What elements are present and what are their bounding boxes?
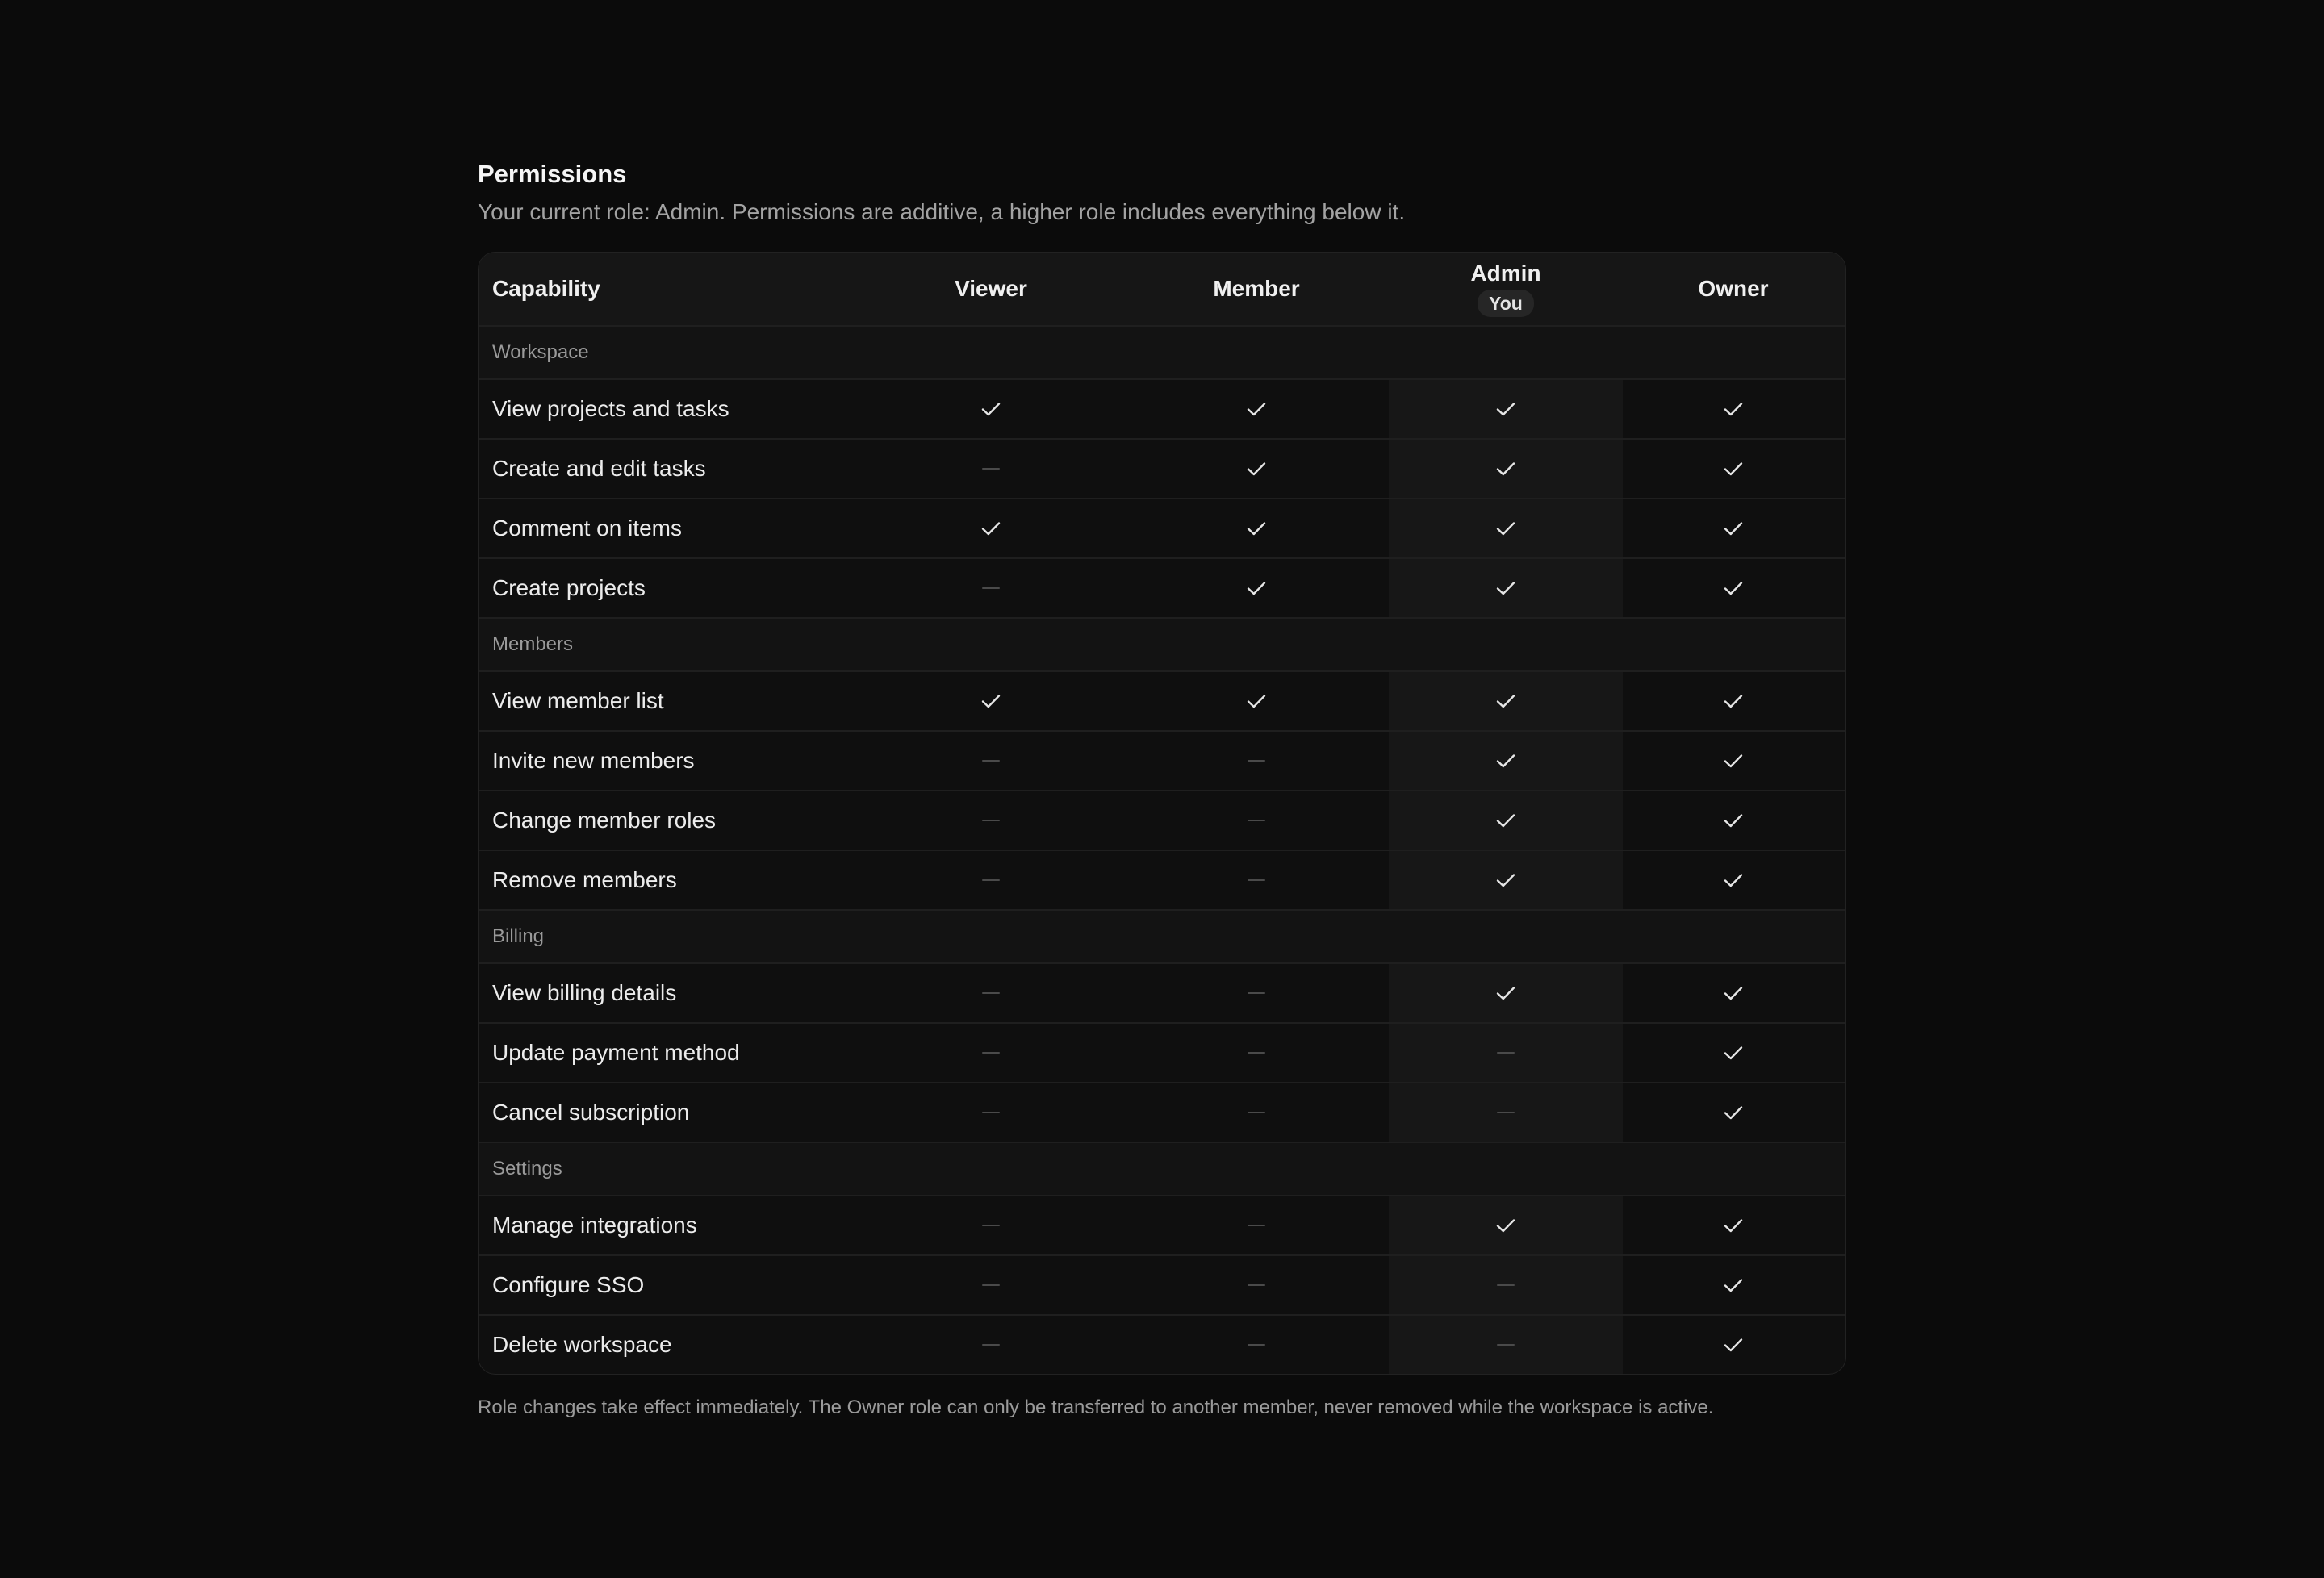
- check-icon: [1245, 398, 1268, 420]
- group-label: Billing: [492, 925, 545, 947]
- capability-cell: [479, 791, 858, 850]
- viewer-permission-cell: [858, 1256, 1124, 1314]
- viewer-permission-cell: [858, 1024, 1124, 1082]
- group-row: [479, 909, 1845, 962]
- capability-cell: [479, 1196, 858, 1254]
- owner-permission-cell: [1623, 791, 1844, 850]
- group-label: Members: [492, 633, 574, 655]
- table-row: [479, 438, 1845, 498]
- check-icon: [1494, 749, 1517, 772]
- check-icon: [1245, 457, 1268, 480]
- dash-icon: [980, 809, 1002, 832]
- check-icon: [1722, 690, 1745, 712]
- check-icon: [1494, 1214, 1517, 1237]
- check-icon: [980, 517, 1002, 540]
- member-permission-cell: [1124, 1196, 1389, 1254]
- owner-permission-cell: [1623, 440, 1844, 498]
- dash-icon: [980, 982, 1002, 1004]
- capability-cell: [479, 732, 858, 790]
- column-header-member: Member: [1213, 276, 1300, 301]
- capability-label: Cancel subscription: [492, 1100, 690, 1125]
- capability-cell: [479, 964, 858, 1022]
- viewer-permission-cell: [858, 851, 1124, 909]
- check-icon: [1722, 517, 1745, 540]
- check-icon: [1494, 982, 1517, 1004]
- check-icon: [980, 398, 1002, 420]
- dash-icon: [1494, 1101, 1517, 1124]
- current-role-badge: You: [1478, 290, 1534, 317]
- dash-icon: [980, 577, 1002, 599]
- capability-cell: [479, 1316, 858, 1374]
- admin-permission-cell: [1389, 672, 1623, 730]
- admin-permission-cell: [1389, 440, 1623, 498]
- check-icon: [1722, 1214, 1745, 1237]
- owner-permission-cell: [1623, 1256, 1844, 1314]
- check-icon: [1494, 690, 1517, 712]
- dash-icon: [1494, 1334, 1517, 1356]
- group-row: [479, 1142, 1845, 1195]
- capability-cell: [479, 672, 858, 730]
- page-subtitle: Your current role: Admin. Permissions are additive, a higher role includes everything below it.: [478, 199, 1406, 224]
- admin-permission-cell: [1389, 791, 1623, 850]
- member-permission-cell: [1124, 672, 1389, 730]
- dash-icon: [1245, 809, 1268, 832]
- capability-cell: [479, 1024, 858, 1082]
- column-header-viewer: Viewer: [955, 276, 1027, 301]
- table-row: [479, 730, 1845, 790]
- table-header: [479, 253, 1845, 325]
- check-icon: [1494, 577, 1517, 599]
- viewer-permission-cell: [858, 672, 1124, 730]
- table-row: [479, 790, 1845, 850]
- group-label: Settings: [492, 1158, 562, 1179]
- admin-role-label: Admin: [1470, 261, 1541, 286]
- dash-icon: [1245, 1101, 1268, 1124]
- check-icon: [1722, 1101, 1745, 1124]
- table-row: [479, 1195, 1845, 1254]
- owner-permission-cell: [1623, 851, 1844, 909]
- owner-permission-cell: [1623, 1316, 1844, 1374]
- capability-cell: [479, 559, 858, 617]
- dash-icon: [1245, 1214, 1268, 1237]
- capability-label: Configure SSO: [492, 1272, 645, 1297]
- capability-cell: [479, 1256, 858, 1314]
- table-row: [479, 670, 1845, 730]
- column-header-admin: [1389, 253, 1623, 325]
- admin-permission-cell: [1389, 380, 1623, 438]
- check-icon: [1245, 517, 1268, 540]
- capability-label: Create and edit tasks: [492, 456, 706, 481]
- check-icon: [1494, 457, 1517, 480]
- admin-permission-cell: [1389, 964, 1623, 1022]
- capability-label: Delete workspace: [492, 1332, 672, 1357]
- check-icon: [1722, 398, 1745, 420]
- owner-permission-cell: [1623, 559, 1844, 617]
- member-permission-cell: [1124, 380, 1389, 438]
- dash-icon: [980, 869, 1002, 891]
- admin-permission-cell: [1389, 1083, 1623, 1142]
- capability-label: Update payment method: [492, 1040, 740, 1065]
- member-permission-cell: [1124, 1256, 1389, 1314]
- check-icon: [1722, 1042, 1745, 1064]
- table-body: [479, 325, 1845, 1374]
- check-icon: [1722, 749, 1745, 772]
- viewer-permission-cell: [858, 499, 1124, 557]
- dash-icon: [980, 1042, 1002, 1064]
- capability-cell: [479, 499, 858, 557]
- owner-permission-cell: [1623, 672, 1844, 730]
- dash-icon: [1494, 1274, 1517, 1296]
- table-row: [479, 1314, 1845, 1374]
- owner-permission-cell: [1623, 1083, 1844, 1142]
- permissions-panel: [478, 160, 1845, 1420]
- group-row: [479, 617, 1845, 670]
- viewer-permission-cell: [858, 964, 1124, 1022]
- table-row: [479, 1022, 1845, 1082]
- member-permission-cell: [1124, 851, 1389, 909]
- dash-icon: [980, 1274, 1002, 1296]
- admin-permission-cell: [1389, 499, 1623, 557]
- permissions-table: [478, 252, 1846, 1375]
- admin-permission-cell: [1389, 1196, 1623, 1254]
- viewer-permission-cell: [858, 791, 1124, 850]
- table-row: [479, 557, 1845, 617]
- check-icon: [1245, 690, 1268, 712]
- capability-label: View member list: [492, 688, 664, 713]
- viewer-permission-cell: [858, 559, 1124, 617]
- table-row: [479, 1254, 1845, 1314]
- viewer-permission-cell: [858, 380, 1124, 438]
- dash-icon: [980, 1101, 1002, 1124]
- check-icon: [1722, 1274, 1745, 1296]
- dash-icon: [1245, 1042, 1268, 1064]
- member-permission-cell: [1124, 964, 1389, 1022]
- check-icon: [1722, 1334, 1745, 1356]
- member-permission-cell: [1124, 440, 1389, 498]
- check-icon: [1722, 982, 1745, 1004]
- member-permission-cell: [1124, 499, 1389, 557]
- table-row: [479, 962, 1845, 1022]
- member-permission-cell: [1124, 1316, 1389, 1374]
- dash-icon: [980, 457, 1002, 480]
- dash-icon: [980, 749, 1002, 772]
- viewer-permission-cell: [858, 1196, 1124, 1254]
- group-label: Workspace: [492, 341, 589, 363]
- admin-permission-cell: [1389, 732, 1623, 790]
- capability-label: View billing details: [492, 980, 677, 1005]
- check-icon: [980, 690, 1002, 712]
- capability-cell: [479, 440, 858, 498]
- admin-permission-cell: [1389, 1316, 1623, 1374]
- column-header-owner: Owner: [1698, 276, 1769, 301]
- member-permission-cell: [1124, 1083, 1389, 1142]
- dash-icon: [1494, 1042, 1517, 1064]
- capability-label: Create projects: [492, 575, 646, 600]
- check-icon: [1494, 809, 1517, 832]
- owner-permission-cell: [1623, 1024, 1844, 1082]
- page-title: Permissions: [478, 160, 627, 188]
- column-header-capability: Capability: [492, 276, 600, 301]
- check-icon: [1494, 398, 1517, 420]
- table-row: [479, 378, 1845, 438]
- member-permission-cell: [1124, 732, 1389, 790]
- owner-permission-cell: [1623, 732, 1844, 790]
- check-icon: [1722, 869, 1745, 891]
- owner-permission-cell: [1623, 499, 1844, 557]
- viewer-permission-cell: [858, 1083, 1124, 1142]
- owner-permission-cell: [1623, 964, 1844, 1022]
- admin-permission-cell: [1389, 559, 1623, 617]
- table-row: [479, 850, 1845, 909]
- footnote: Role changes take effect immediately. The Owner role can only be transferred to another member, never removed while the workspace is active.: [478, 1396, 1714, 1418]
- member-permission-cell: [1124, 1024, 1389, 1082]
- dash-icon: [980, 1214, 1002, 1237]
- check-icon: [1494, 517, 1517, 540]
- member-permission-cell: [1124, 791, 1389, 850]
- viewer-permission-cell: [858, 1316, 1124, 1374]
- dash-icon: [980, 1334, 1002, 1356]
- dash-icon: [1245, 749, 1268, 772]
- admin-permission-cell: [1389, 1024, 1623, 1082]
- group-row: [479, 325, 1845, 378]
- check-icon: [1494, 869, 1517, 891]
- dash-icon: [1245, 869, 1268, 891]
- admin-permission-cell: [1389, 1256, 1623, 1314]
- check-icon: [1722, 809, 1745, 832]
- dash-icon: [1245, 982, 1268, 1004]
- check-icon: [1722, 457, 1745, 480]
- owner-permission-cell: [1623, 380, 1844, 438]
- dash-icon: [1245, 1334, 1268, 1356]
- capability-cell: [479, 851, 858, 909]
- table-row: [479, 498, 1845, 557]
- capability-cell: [479, 380, 858, 438]
- check-icon: [1722, 577, 1745, 599]
- viewer-permission-cell: [858, 440, 1124, 498]
- admin-permission-cell: [1389, 851, 1623, 909]
- capability-cell: [479, 1083, 858, 1142]
- owner-permission-cell: [1623, 1196, 1844, 1254]
- capability-label: Comment on items: [492, 516, 682, 541]
- viewer-permission-cell: [858, 732, 1124, 790]
- capability-label: Manage integrations: [492, 1213, 697, 1238]
- capability-label: Change member roles: [492, 808, 717, 833]
- member-permission-cell: [1124, 559, 1389, 617]
- dash-icon: [1245, 1274, 1268, 1296]
- capability-label: Remove members: [492, 867, 677, 892]
- check-icon: [1245, 577, 1268, 599]
- capability-label: Invite new members: [492, 748, 695, 773]
- table-row: [479, 1082, 1845, 1142]
- capability-label: View projects and tasks: [492, 396, 729, 421]
